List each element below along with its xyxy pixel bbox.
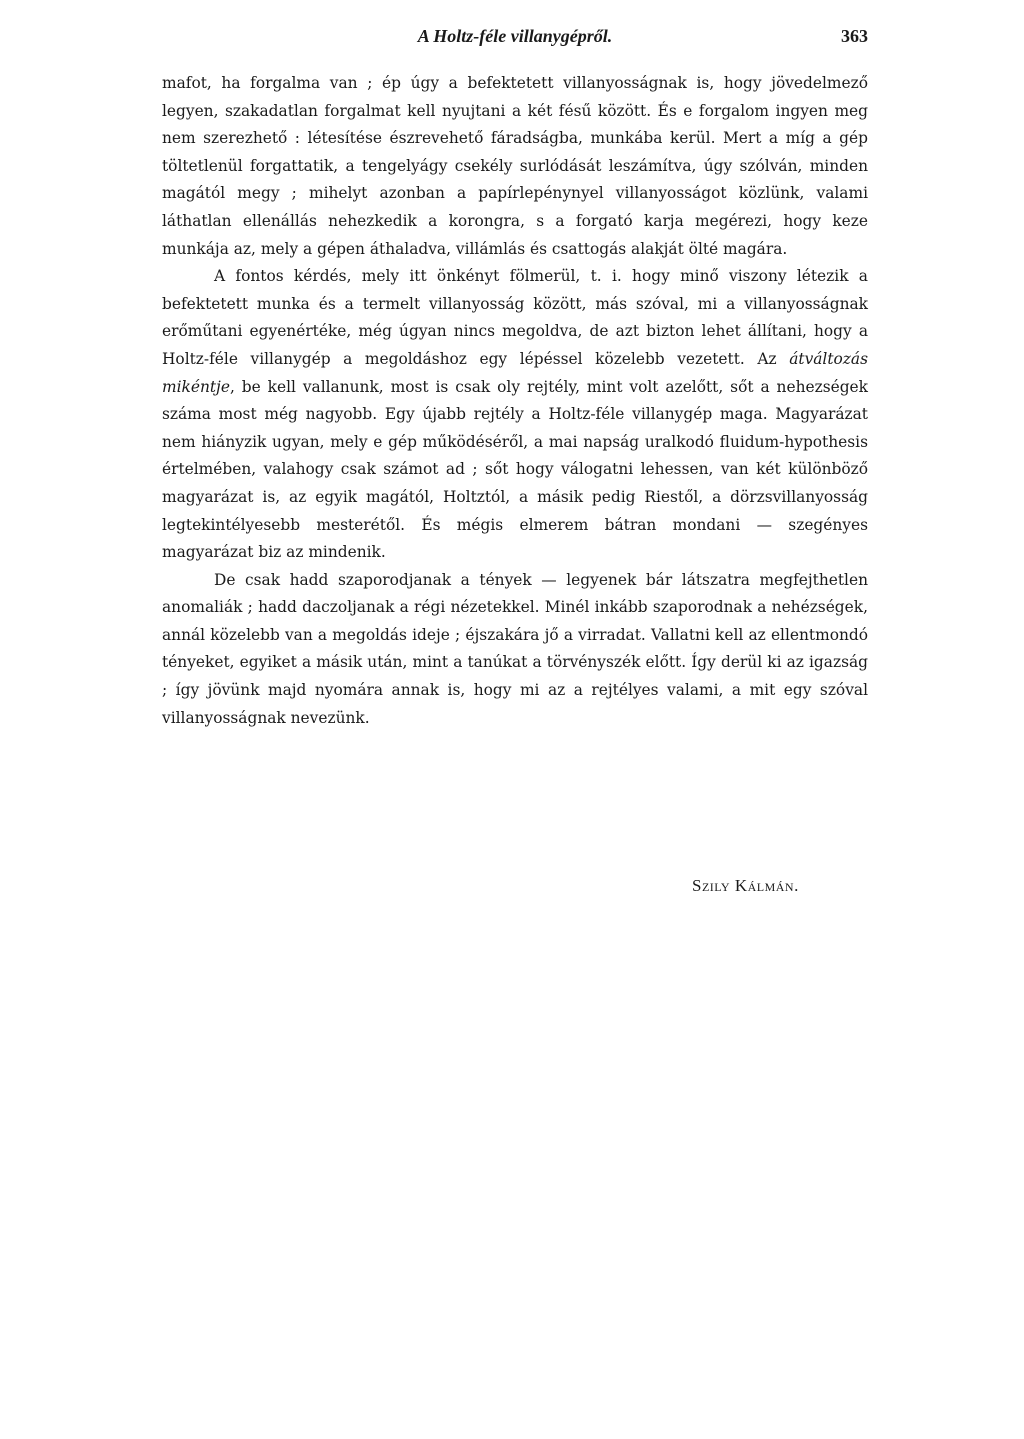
paragraph-2 xyxy=(162,263,868,567)
author-signature: Szily Kálmán. xyxy=(692,876,799,895)
book-page xyxy=(162,24,868,732)
running-header xyxy=(162,24,868,58)
paragraph-text: , be kell vallanunk, most is csak oly rejtély, mint volt azelőtt, sőt a nehezségek száma most még nagyobb. Egy újabb rejtély a Holtz-féle villanygép maga. Magyarázat nem hiányzik ugyan, mely e gép működéséről, a mai napság uralkodó fluidum-hypothesis értelmében, valahogy csak számot ad ; sőt hogy válogatni lehessen, van két különböző magyarázat is, az egyik magától, Holtztól, a másik pedig Riestől, a dörzsvillanyosság legtekintélyesebb mesterétől. És mégis elmerem bátran mondani — szegényes magyarázat biz az mindenik. xyxy=(162,377,868,562)
paragraph-text: mafot, ha forgalma van ; ép úgy a befektetett villanyosságnak is, hogy jövedelmező legyen, szakadatlan forgalmat kell nyujtani a két fésű között. És e forgalom ingyen meg nem szerezhető : létesítése észrevehető fáradságba, munkába kerül. Mert a míg a gép töltetlenül forgattatik, a tengelyágy csekély surlódását leszámítva, úgy szólván, minden magától megy ; mihelyt azonban a papírlepénynyel villanyosságot közlünk, valami láthatlan ellenállás nehezkedik a korongra, s a forgató karja megérezi, hogy keze munkája az, mely a gépen áthaladva, villámlás és csattogás alakját ölté magára. xyxy=(162,74,868,258)
paragraph-1 xyxy=(162,70,868,263)
running-title: A Holtz-féle villanygépről. xyxy=(417,26,613,46)
paragraph-text: De csak hadd szaporodjanak a tények — legyenek bár látszatra megfejthetlen anomaliák ; hadd daczoljanak a régi nézetekkel. Minél inkább szaporodnak a nehézségek, annál közelebb van a megoldás ideje ; éjszakára jő a virradat. Vallatni kell az ellentmondó tényeket, egyiket a másik után, mint a tanúkat a törvényszék előtt. Így derül ki az igazság ; így jövünk majd nyomára annak is, hogy mi az a rejtélyes valami, a mit egy szóval villanyosságnak nevezünk. xyxy=(162,570,868,727)
italic-phrase: átváltozás mikéntje xyxy=(162,349,868,396)
paragraph-text: A fontos kérdés, mely itt önkényt fölmerül, t. i. hogy minő viszony létezik a befektetett munka és a termelt villanyosság között, más szóval, mi a villanyosságnak erőműtani egyenértéke, még úgyan nincs megoldva, de azt bizton lehet állítani, hogy a Holtz-féle villanygép a megoldáshoz egy lépéssel közelebb vezetett. Az xyxy=(162,267,868,368)
page-number: 363 xyxy=(841,26,868,46)
article-body xyxy=(162,70,868,732)
paragraph-3 xyxy=(162,567,868,733)
